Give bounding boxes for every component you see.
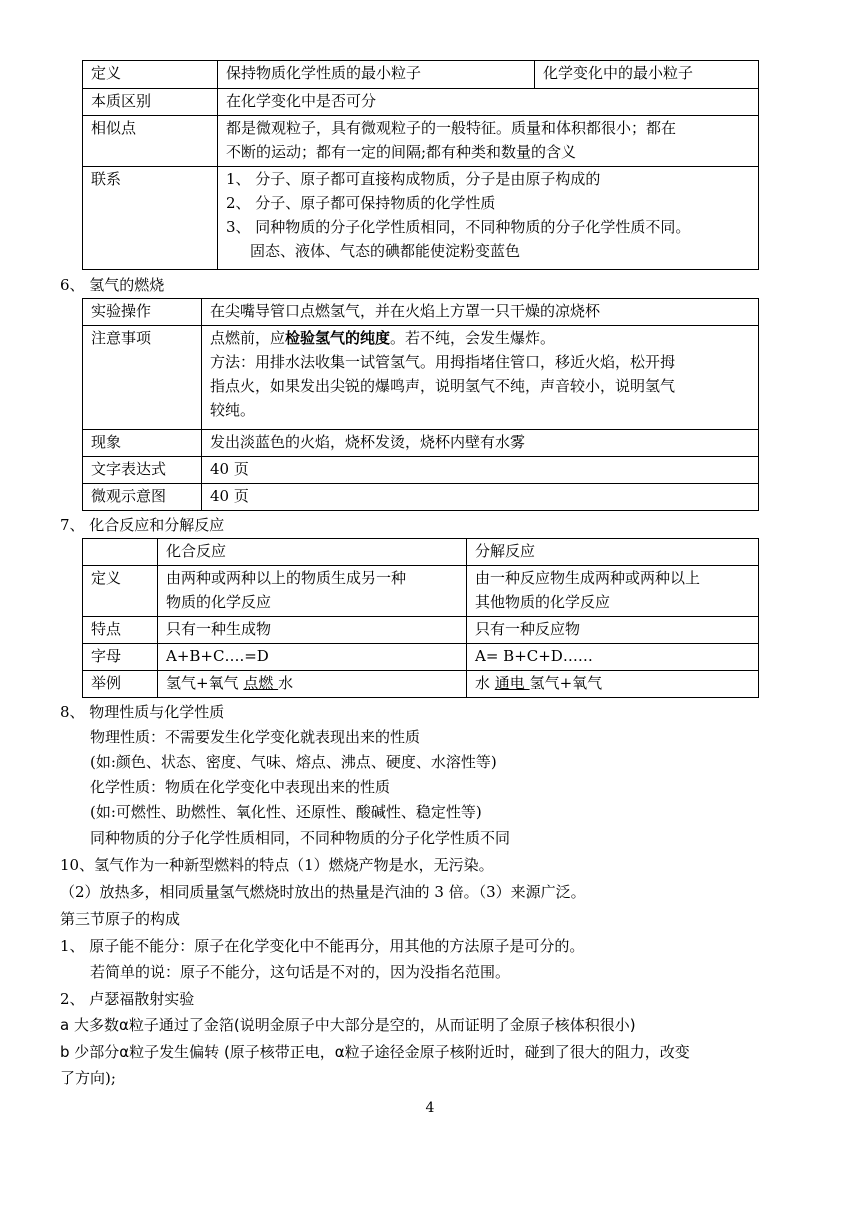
table-row (83, 539, 759, 566)
table-row (83, 61, 759, 89)
table-row (83, 89, 759, 116)
section-heading: 7、 化合反应和分解反应 (60, 516, 225, 534)
row-label: 相似点 (83, 116, 218, 167)
cell: 保持物质化学性质的最小粒子 (218, 61, 535, 89)
text-line: 了方向); (60, 1069, 116, 1087)
text-span: 水 (475, 674, 495, 692)
row-label: 联系 (83, 167, 218, 270)
hydrogen-combustion-table (82, 298, 759, 511)
cell: 在化学变化中是否可分 (218, 89, 759, 116)
cell (467, 566, 759, 617)
table-row (83, 457, 759, 484)
table-row (83, 644, 759, 671)
row-label: 文字表达式 (83, 457, 202, 484)
text-line: 方法：用排水法收集一试管氢气。用拇指堵住管口，移近火焰，松开拇 (210, 353, 676, 371)
text-line: 若简单的说：原子不能分，这句话是不对的，因为没指名范围。 (90, 963, 511, 981)
row-label: 举例 (83, 671, 158, 698)
table-row (83, 326, 759, 430)
reaction-types-table (82, 538, 759, 698)
cell: A+B+C….=D (158, 644, 467, 671)
cell: 只有一种反应物 (467, 617, 759, 644)
emphasis-text: 检验氢气的纯度 (285, 329, 391, 347)
section-heading: 第三节原子的构成 (60, 910, 181, 928)
table-row (83, 116, 759, 167)
text-span: 。若不纯，会发生爆炸。 (390, 329, 556, 347)
text-line: 3、 同种物质的分子化学性质相同，不同种物质的分子化学性质不同。 (226, 218, 691, 236)
cell: 在尖嘴导管口点燃氢气，并在火焰上方罩一只干燥的凉烧杯 (202, 299, 759, 326)
row-label: 定义 (83, 61, 218, 89)
section-heading: 6、 氢气的燃烧 (60, 276, 165, 294)
text-span: 水 (278, 674, 294, 692)
text-span: 氢气+氧气 (529, 674, 603, 692)
reaction-condition: 通电 (494, 674, 530, 692)
row-label: 实验操作 (83, 299, 202, 326)
text-line: b 少部分α粒子发生偏转 (原子核带正电，α粒子途径金原子核附近时，碰到了很大的阻力，改变 (60, 1043, 690, 1061)
cell: 40 页 (202, 484, 759, 511)
cell (218, 167, 759, 270)
table-row (83, 566, 759, 617)
text-line: 物质的化学反应 (166, 593, 272, 611)
text-span: 氢气+氧气 (166, 674, 244, 692)
text-line: 物理性质：不需要发生化学变化就表现出来的性质 (90, 728, 421, 746)
text-line: 其他物质的化学反应 (475, 593, 611, 611)
text-line: 1、 原子能不能分：原子在化学变化中不能再分，用其他的方法原子是可分的。 (60, 937, 585, 955)
text-line: 化学性质：物质在化学变化中表现出来的性质 (90, 778, 391, 796)
text-line: (如:颜色、状态、密度、气味、熔点、沸点、硬度、水溶性等) (90, 753, 497, 771)
table-row (83, 617, 759, 644)
row-label: 定义 (83, 566, 158, 617)
cell (158, 566, 467, 617)
text-line: 2、 分子、原子都可保持物质的化学性质 (226, 194, 496, 212)
header-cell: 化合反应 (158, 539, 467, 566)
page-number: 4 (425, 1100, 435, 1116)
row-label: 现象 (83, 430, 202, 457)
cell: 发出淡蓝色的火焰，烧杯发烫，烧杯内壁有水雾 (202, 430, 759, 457)
text-line: 固态、液体、气态的碘都能使淀粉变蓝色 (250, 242, 521, 260)
cell (467, 671, 759, 698)
row-label: 注意事项 (83, 326, 202, 430)
table-row (83, 671, 759, 698)
cell: 只有一种生成物 (158, 617, 467, 644)
table-row (83, 299, 759, 326)
row-label: 本质区别 (83, 89, 218, 116)
cell: 40 页 (202, 457, 759, 484)
row-label: 字母 (83, 644, 158, 671)
text-line: 10、氢气作为一种新型燃料的特点（1）燃烧产物是水，无污染。 (60, 856, 494, 874)
header-cell (83, 539, 158, 566)
row-label: 特点 (83, 617, 158, 644)
text-line: 较纯。 (210, 401, 256, 419)
cell (218, 116, 759, 167)
text-line (210, 326, 750, 350)
text-line: a 大多数α粒子通过了金箔(说明金原子中大部分是空的，从而证明了金原子核体积很小) (60, 1016, 636, 1034)
text-line: （2）放热多，相同质量氢气燃烧时放出的热量是汽油的 3 倍。（3）来源广泛。 (60, 883, 586, 901)
cell (158, 671, 467, 698)
molecule-atom-table (82, 60, 759, 270)
row-label: 微观示意图 (83, 484, 202, 511)
cell (202, 326, 759, 430)
text-line: 2、 卢瑟福散射实验 (60, 990, 195, 1008)
text-line: 指点火，如果发出尖锐的爆鸣声，说明氢气不纯，声音较小，说明氢气 (210, 377, 676, 395)
text-line: 由两种或两种以上的物质生成另一种 (166, 569, 407, 587)
reaction-condition: 点燃 (243, 674, 279, 692)
table-row (83, 167, 759, 270)
text-span: 点燃前，应 (210, 329, 286, 347)
table-row (83, 430, 759, 457)
text-line: 同种物质的分子化学性质相同，不同种物质的分子化学性质不同 (90, 829, 511, 847)
text-line: 由一种反应物生成两种或两种以上 (475, 569, 701, 587)
section-heading: 8、 物理性质与化学性质 (60, 703, 225, 721)
table-row (83, 484, 759, 511)
text-line: (如:可燃性、助燃性、氧化性、还原性、酸碱性、稳定性等) (90, 803, 482, 821)
text-line: 都是微观粒子，具有微观粒子的一般特征。质量和体积都很小；都在 (226, 119, 677, 137)
text-line: 1、 分子、原子都可直接构成物质，分子是由原子构成的 (226, 170, 601, 188)
header-cell: 分解反应 (467, 539, 759, 566)
text-line: 不断的运动；都有一定的间隔;都有种类和数量的含义 (226, 143, 577, 161)
cell: A= B+C+D…… (467, 644, 759, 671)
cell: 化学变化中的最小粒子 (535, 61, 759, 89)
